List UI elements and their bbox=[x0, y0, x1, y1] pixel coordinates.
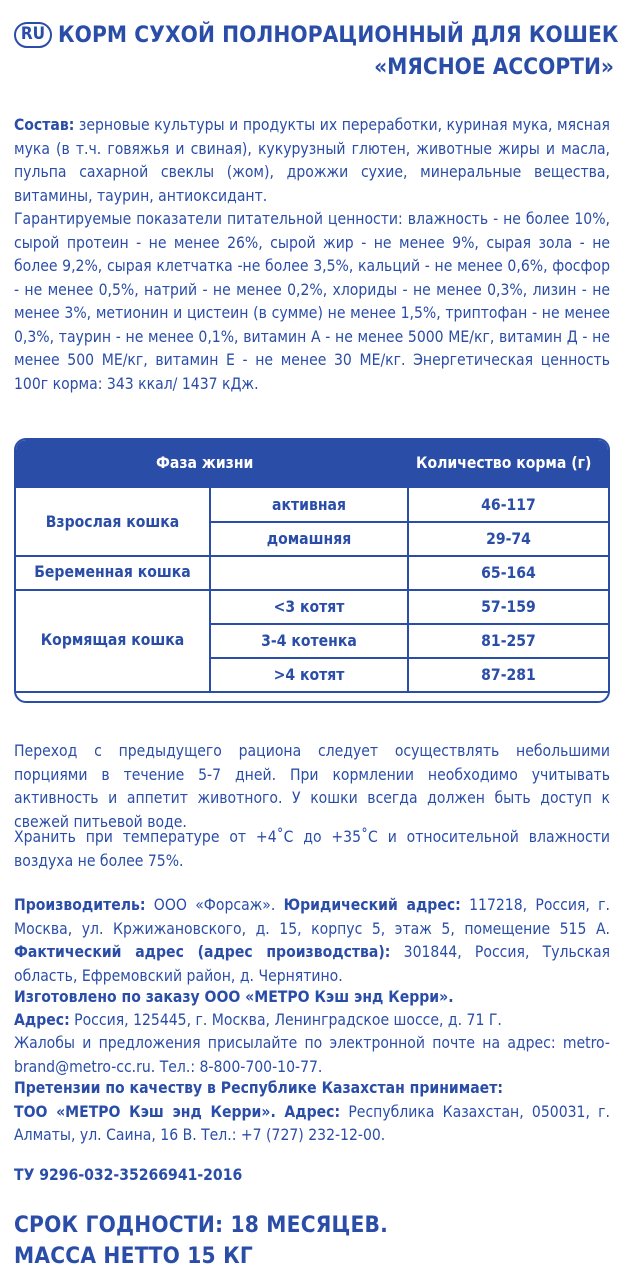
actual-address: 301844, Россия, Тульская область, Ефремовский район, д. Чернятино. bbox=[14, 943, 610, 985]
table-header bbox=[16, 440, 608, 488]
storage-paragraph: Хранить при температуре от +4˚С до +35˚С и относительной влажности воздуха не более 75%. bbox=[14, 828, 610, 870]
sub-active: активная bbox=[272, 495, 346, 514]
metro-address bbox=[14, 1009, 610, 1033]
product-title: КОРМ СУХОЙ ПОЛНОРАЦИОННЫЙ ДЛЯ КОШЕК bbox=[58, 22, 619, 48]
group-pregnant: Беременная кошка bbox=[34, 563, 191, 581]
amount-over-4: 87-281 bbox=[481, 666, 536, 684]
amount-active: 46-117 bbox=[481, 495, 536, 514]
sub-over-4: >4 котят bbox=[273, 666, 345, 684]
amount-3-4: 81-257 bbox=[481, 632, 536, 650]
actual-address-label: Фактический адрес (адрес производства): bbox=[14, 943, 391, 961]
legal-address: 117218, Россия, г. Москва, ул. Кржижановского, д. 15, корпус 5, этаж 5, помещение 515 А. bbox=[14, 896, 610, 938]
legal-address-label: Юридический адрес: bbox=[283, 896, 461, 914]
table-body bbox=[16, 488, 608, 701]
group-nursing: Кормящая кошка bbox=[40, 631, 185, 649]
ordered-by bbox=[14, 986, 610, 1010]
sub-domestic: домашняя bbox=[266, 530, 352, 548]
metro-address-text: Россия, 125445, г. Москва, Ленинградское шоссе, д. 71 Г. bbox=[69, 1011, 502, 1029]
feeding-table bbox=[14, 438, 610, 703]
transition-paragraph: Переход с предыдущего рациона следует осуществлять небольшими порциями в течение 5-7 дней. При кормлении необходимо учитывать активность и аппетит животного. У кошки всегда должен быть доступ к свежей питьевой воде. bbox=[14, 742, 610, 831]
language-badge: RU bbox=[14, 22, 52, 48]
producer-paragraph bbox=[14, 894, 610, 988]
net-weight: МАССА НЕТТО 15 КГ bbox=[14, 1243, 253, 1269]
technical-spec: ТУ 9296-032-35266941-2016 bbox=[14, 1166, 243, 1184]
kz-label: Претензии по качеству в Республике Казахстан принимает: bbox=[14, 1079, 503, 1097]
header-amount: Количество корма (г) bbox=[416, 454, 592, 472]
amount-under-3: 57-159 bbox=[481, 598, 536, 616]
kz-paragraph bbox=[14, 1077, 610, 1148]
complaints-paragraph: Жалобы и предложения присылайте по электронной почте на адрес: metro-brand@metro-cc.ru. Тел.: 8-800-700-10-77. bbox=[14, 1034, 610, 1076]
sub-under-3: <3 котят bbox=[273, 598, 345, 616]
shelf-life: СРОК ГОДНОСТИ: 18 МЕСЯЦЕВ. bbox=[14, 1212, 389, 1238]
ordered-by-text: Изготовлено по заказу ООО «МЕТРО Кэш энд Керри». bbox=[14, 988, 454, 1006]
composition-paragraph bbox=[14, 114, 610, 208]
sub-3-4: 3-4 котенка bbox=[261, 632, 357, 650]
kz-address: Республика Казахстан, 050031, г. Алматы, ул. Саина, 16 В. Тел.: +7 (727) 232-12-00. bbox=[14, 1102, 610, 1144]
row-divider bbox=[16, 691, 608, 693]
metro-address-label: Адрес: bbox=[14, 1011, 70, 1029]
guarantee-paragraph: Гарантируемые показатели питательной ценности: влажность - не более 10%, сырой протеин - не менее 26%, сырой жир - не менее 9%, сырая зола - не более 9,2%, сырая клетчатка -не более 3,5%, кальций - не менее 0,6%, фосфор - не менее 0,5%, натрий - не менее 0,2%, хлориды - не менее 0,3%, лизин - не менее 3%, метионин и цистеин (в сумме) не менее 1,5%, триптофан - не менее 0,3%, таурин - не менее 0,1%, витамин А - не менее 5000 МЕ/кг, витамин Д - не менее 500 МЕ/кг, витамин Е - не менее 30 МЕ/кг. Энергетическая ценность 100г корма: 343 ккал/ 1437 кДж. bbox=[14, 210, 610, 393]
group-adult: Взрослая кошка bbox=[45, 512, 180, 531]
header-phase: Фаза жизни bbox=[156, 454, 254, 472]
composition-label: Состав: bbox=[14, 116, 75, 134]
amount-domestic: 29-74 bbox=[486, 530, 531, 548]
kz-company: ТОО «МЕТРО Кэш энд Керри». Адрес: bbox=[14, 1102, 341, 1121]
amount-pregnant: 65-164 bbox=[481, 564, 536, 582]
producer-name: ООО «Форсаж». bbox=[145, 896, 284, 914]
composition-text: зерновые культуры и продукты их переработки, куриная мука, мясная мука (в т.ч. говяжья и свиная), кукурузный глютен, животные жиры и масла, пульпа сахарной свеклы (жом), дрожжи сухие, минеральные вещества, витамины, таурин, антиоксидант. bbox=[14, 116, 610, 205]
producer-label: Производитель: bbox=[14, 896, 146, 914]
product-subtitle: «МЯСНОЕ АССОРТИ» bbox=[374, 54, 614, 80]
